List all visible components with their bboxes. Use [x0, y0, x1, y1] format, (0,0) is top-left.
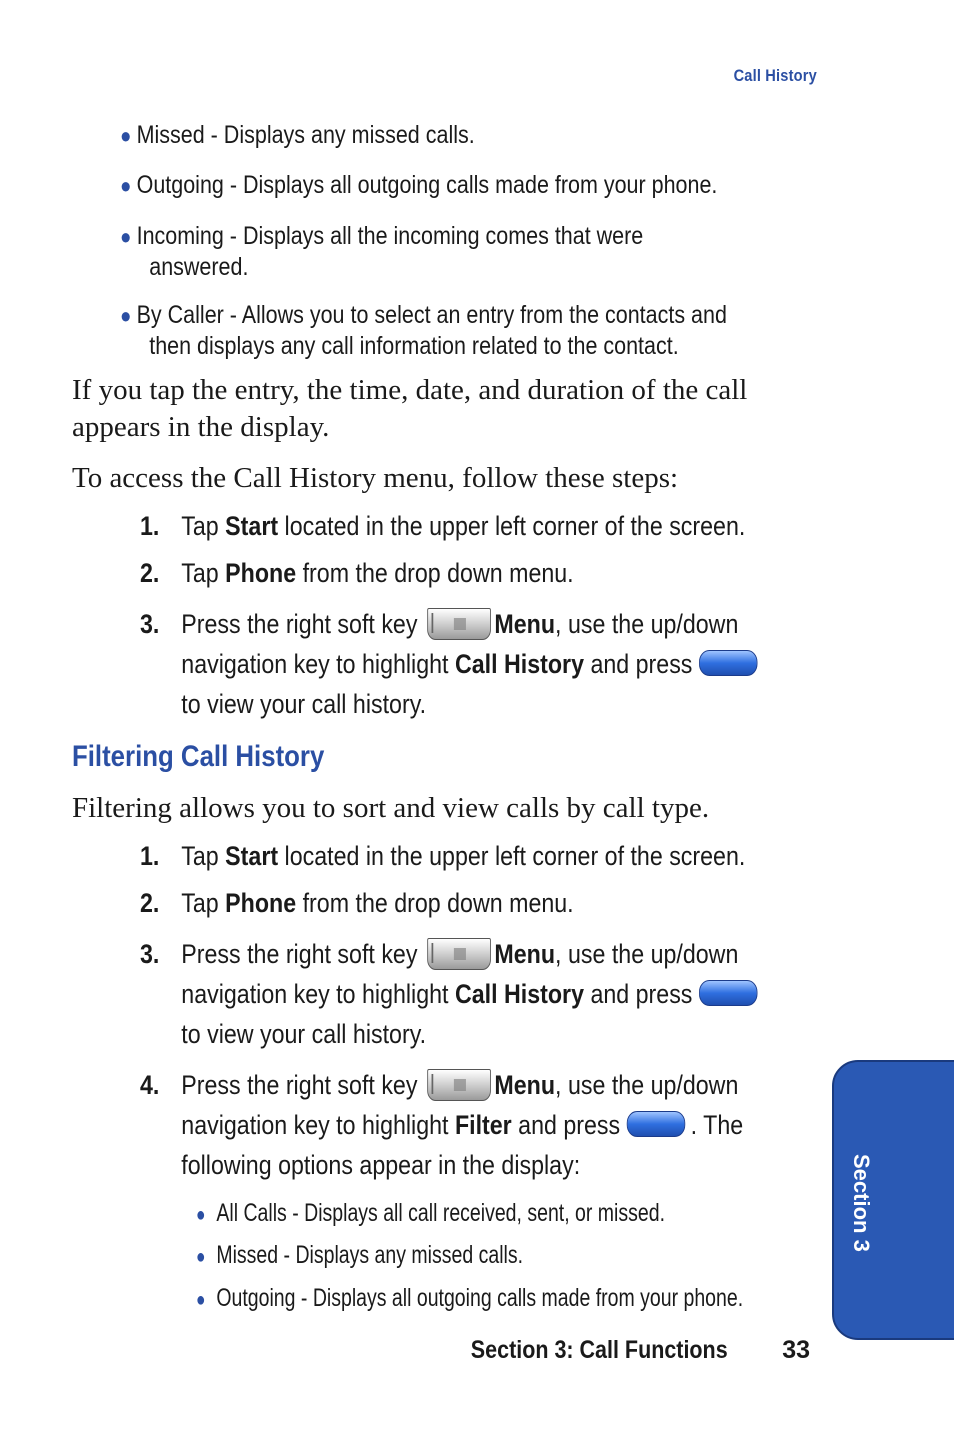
- step-number: 1.: [140, 841, 160, 871]
- footer-section-title: Section 3: Call Functions: [471, 1336, 728, 1364]
- running-header: Call History: [733, 66, 817, 85]
- step-number: 2.: [140, 888, 160, 918]
- paragraph-line: appears in the display.: [72, 411, 330, 443]
- bullet-text: Outgoing - Displays all outgoing calls made from your phone.: [136, 171, 718, 199]
- step-keyword: Start: [225, 841, 279, 871]
- step-text: from the drop down menu.: [296, 888, 574, 918]
- bullet-text: Incoming - Displays all the incoming comes that were: [136, 222, 644, 250]
- step-text: navigation key to highlight: [181, 649, 455, 679]
- step-text: Press the right soft key: [181, 1070, 424, 1100]
- step-text: Tap: [181, 888, 226, 918]
- option-text: All Calls - Displays all call received, sent, or missed.: [216, 1199, 665, 1227]
- step-text: and press: [583, 979, 693, 1009]
- bullet-dot-icon: ●: [196, 1246, 206, 1268]
- right-soft-key-icon: [427, 938, 491, 970]
- step-keyword: Call History: [454, 979, 584, 1009]
- step-b-1: [140, 836, 745, 876]
- step-text: following options appear in the display:: [181, 1150, 581, 1180]
- step-text: and press: [511, 1110, 621, 1140]
- step-keyword: Phone: [225, 558, 297, 588]
- step-text: located in the upper left corner of the screen.: [278, 511, 746, 541]
- option-missed: [196, 1240, 523, 1272]
- step-text: navigation key to highlight: [181, 1110, 455, 1140]
- step-b-4: [140, 1065, 743, 1185]
- paragraph-filtering: Filtering allows you to sort and view calls by call type.: [72, 792, 710, 824]
- step-text: located in the upper left corner of the screen.: [278, 841, 746, 871]
- step-keyword: Call History: [454, 649, 584, 679]
- step-text: to view your call history.: [181, 1019, 427, 1049]
- side-tab-label: Section 3: [849, 1154, 874, 1252]
- section-subheading: Filtering Call History: [72, 740, 325, 773]
- bullet-dot-icon: ●: [196, 1289, 206, 1311]
- bullet-dot-icon: ●: [120, 303, 132, 328]
- bullet-dot-icon: ●: [196, 1204, 206, 1226]
- option-all-calls: [196, 1198, 665, 1230]
- ok-button-icon: [699, 980, 757, 1006]
- step-text: , use the up/down: [555, 1070, 739, 1100]
- option-text: Outgoing - Displays all outgoing calls made from your phone.: [216, 1284, 744, 1312]
- option-text: Missed - Displays any missed calls.: [216, 1241, 524, 1269]
- bullet-text-continued: then displays any call information related to the contact.: [149, 332, 679, 360]
- right-soft-key-icon: [427, 1069, 491, 1101]
- step-number: 2.: [140, 558, 160, 588]
- step-number: 4.: [140, 1070, 160, 1100]
- step-text: , use the up/down: [555, 939, 739, 969]
- step-keyword: Menu: [494, 939, 556, 969]
- step-text: navigation key to highlight: [181, 979, 455, 1009]
- step-text: to view your call history.: [181, 689, 427, 719]
- step-number: 3.: [140, 939, 160, 969]
- ok-button-icon: [699, 650, 757, 676]
- step-keyword: Filter: [454, 1110, 512, 1140]
- step-text: Tap: [181, 558, 226, 588]
- bullet-text: Missed - Displays any missed calls.: [136, 121, 475, 149]
- step-b-3: [140, 934, 763, 1054]
- bullet-text-continued: answered.: [149, 253, 249, 281]
- step-keyword: Start: [225, 511, 279, 541]
- step-text: Tap: [181, 511, 226, 541]
- bullet-incoming: [120, 221, 722, 282]
- step-a-2: [140, 553, 574, 593]
- step-text: Tap: [181, 841, 226, 871]
- bullet-outgoing: [120, 170, 722, 201]
- ok-button-icon: [627, 1111, 685, 1137]
- bullet-dot-icon: ●: [120, 173, 132, 198]
- paragraph-access-steps: To access the Call History menu, follow these steps:: [72, 462, 679, 494]
- step-number: 1.: [140, 511, 160, 541]
- bullet-missed: [120, 120, 722, 151]
- step-text: . The: [690, 1110, 744, 1140]
- step-number: 3.: [140, 609, 160, 639]
- step-text: Press the right soft key: [181, 609, 424, 639]
- step-text: from the drop down menu.: [296, 558, 574, 588]
- bullet-dot-icon: ●: [120, 224, 132, 249]
- bullet-dot-icon: ●: [120, 123, 132, 148]
- page-number: 33: [782, 1336, 810, 1364]
- step-text: , use the up/down: [555, 609, 739, 639]
- step-text: Press the right soft key: [181, 939, 424, 969]
- step-a-3: [140, 604, 763, 724]
- right-soft-key-icon: [427, 608, 491, 640]
- option-outgoing: [196, 1283, 743, 1315]
- step-b-2: [140, 883, 574, 923]
- step-keyword: Menu: [494, 1070, 556, 1100]
- bullet-text: By Caller - Allows you to select an entry from the contacts and: [136, 301, 727, 329]
- bullet-by-caller: [120, 300, 727, 361]
- paragraph-tap-entry: [72, 372, 747, 446]
- step-keyword: Phone: [225, 888, 297, 918]
- step-a-1: [140, 506, 745, 546]
- step-text: and press: [583, 649, 693, 679]
- section-side-tab: [832, 1060, 954, 1340]
- step-keyword: Menu: [494, 609, 556, 639]
- paragraph-line: If you tap the entry, the time, date, and duration of the call: [72, 374, 748, 406]
